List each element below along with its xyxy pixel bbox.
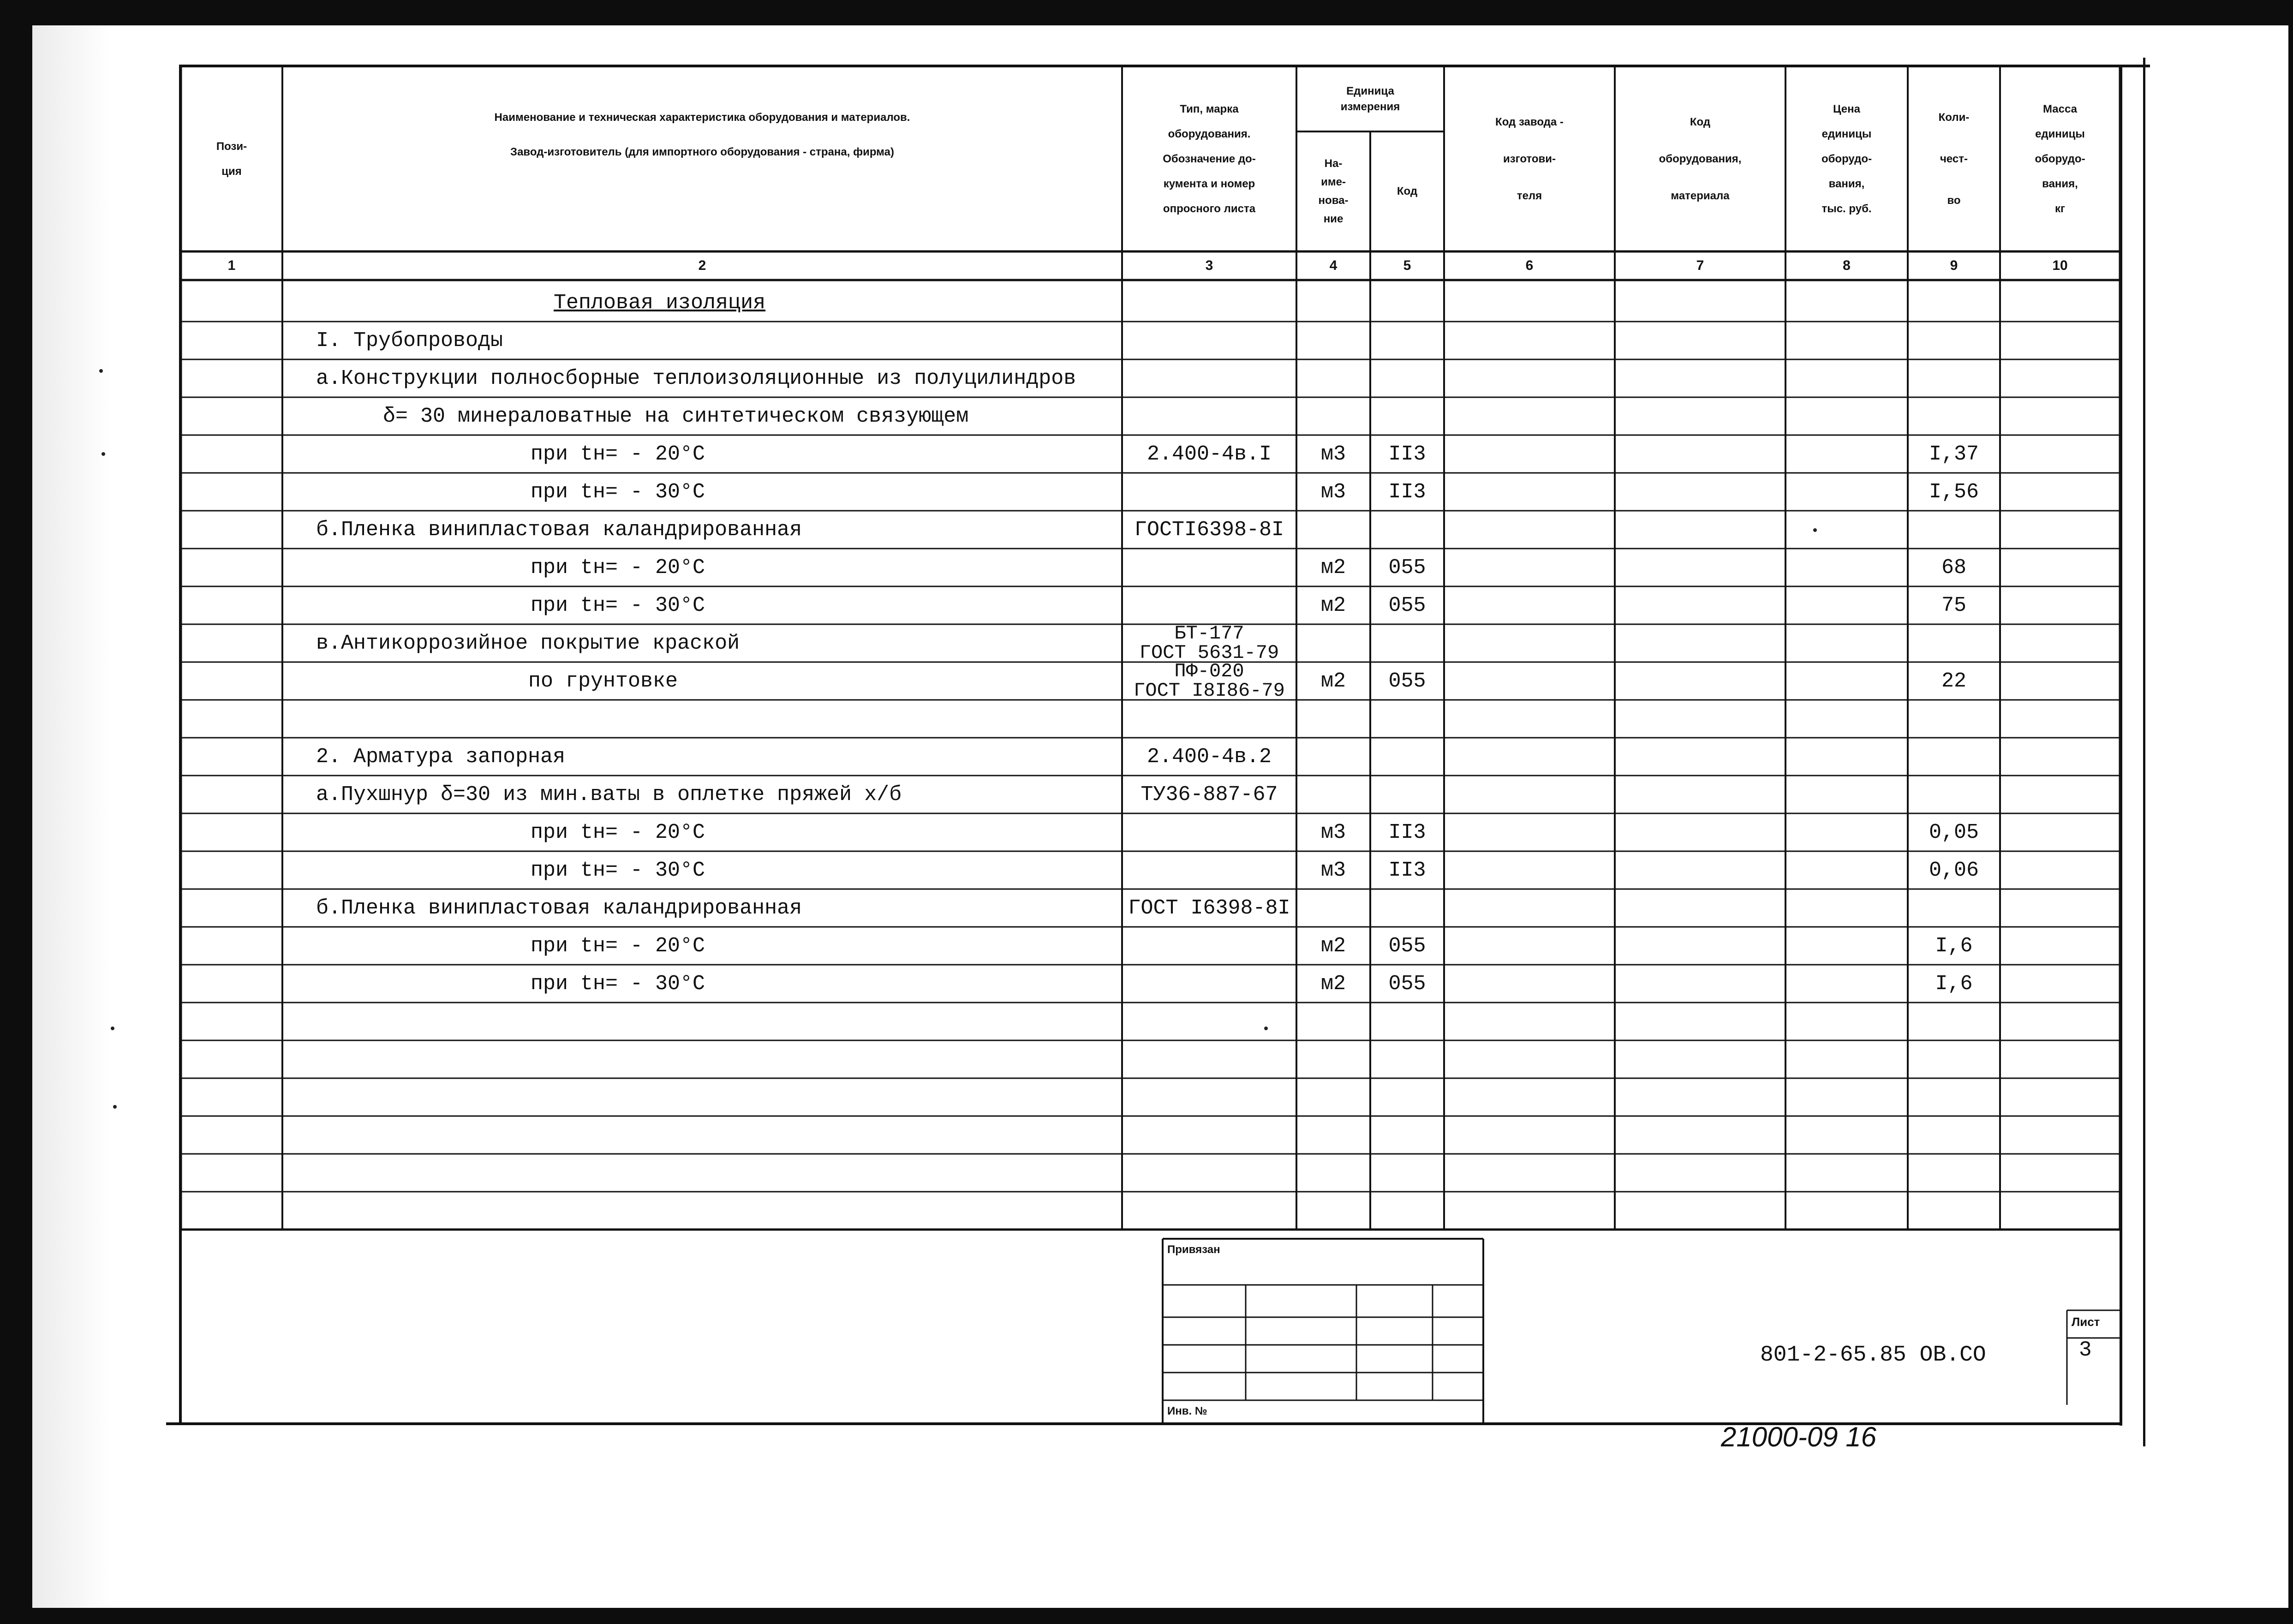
row-desc — [316, 1040, 1117, 1078]
header-type: Тип, марка оборудования. Обозначение до- кумента и номер опросного листа — [1163, 103, 1256, 215]
row-code: 055 — [1388, 593, 1426, 617]
row-unit: м2 — [1320, 934, 1346, 958]
scan-speck — [1813, 528, 1817, 532]
column-number: 9 — [1950, 258, 1958, 273]
row-qty: 22 — [1941, 669, 1966, 693]
row-unit — [1296, 1154, 1370, 1192]
row-type — [1122, 851, 1296, 889]
row-desc: а.Пухшнур δ=30 из мин.ваты в оплетке пряжей х/б — [316, 782, 902, 806]
row-type: 2.400-4в.2 — [1146, 745, 1272, 769]
row-unit — [1296, 624, 1370, 662]
row-desc: б.Пленка винипластовая каландрированная — [316, 896, 802, 920]
row-type — [1122, 549, 1296, 586]
row-desc: по грунтовке — [528, 669, 678, 693]
row-code — [1370, 738, 1444, 776]
row-desc — [316, 700, 1117, 738]
row-unit — [1296, 776, 1370, 813]
row-unit: м2 — [1320, 593, 1346, 617]
row-code — [1370, 1154, 1444, 1192]
row-type — [1122, 1040, 1296, 1078]
row-qty — [1908, 1116, 2000, 1154]
scan-speck — [1264, 1027, 1268, 1030]
row-unit: м3 — [1320, 442, 1346, 466]
row-code: II3 — [1388, 820, 1426, 844]
row-type — [1122, 473, 1296, 511]
row-desc: при tн= - 20°С — [531, 555, 705, 579]
row-desc: а.Конструкции полносборные теплоизоляционные из полуцилиндров — [316, 366, 1076, 390]
row-unit — [1296, 700, 1370, 738]
row-qty — [1908, 1003, 2000, 1040]
header-factory-code: Код завода - изготови- теля — [1495, 116, 1564, 202]
row-qty: 0,06 — [1929, 858, 1979, 882]
sheet-label: Лист — [2072, 1315, 2100, 1329]
row-type — [1122, 1078, 1296, 1116]
row-unit: м3 — [1320, 480, 1346, 504]
row-desc: I. Трубопроводы — [316, 328, 503, 352]
row-code — [1370, 700, 1444, 738]
row-qty: 68 — [1941, 555, 1966, 579]
row-unit: м3 — [1320, 858, 1346, 882]
drawing-sheet — [32, 25, 2288, 1608]
row-desc: при tн= - 20°С — [531, 442, 705, 466]
row-code — [1370, 359, 1444, 397]
row-unit: м2 — [1320, 555, 1346, 579]
row-desc — [316, 1116, 1117, 1154]
row-unit — [1296, 1116, 1370, 1154]
row-qty — [1908, 738, 2000, 776]
row-qty — [1908, 1078, 2000, 1116]
header-position: Пози- ция — [216, 140, 247, 178]
row-qty — [1908, 776, 2000, 813]
scan-speck — [113, 1105, 117, 1109]
row-desc: при tн= - 30°С — [531, 593, 705, 617]
row-type — [1122, 927, 1296, 965]
header-equipment-code: Код оборудования, материала — [1659, 116, 1742, 202]
row-code: II3 — [1388, 442, 1426, 466]
row-qty: I,6 — [1935, 934, 1973, 958]
row-unit — [1296, 1078, 1370, 1116]
row-unit: м2 — [1320, 972, 1346, 996]
row-type — [1122, 397, 1296, 435]
row-type — [1122, 284, 1296, 322]
column-number: 6 — [1525, 258, 1534, 273]
column-number: 3 — [1205, 258, 1213, 273]
row-code — [1370, 624, 1444, 662]
header-unit-group: Единица измерения — [1340, 85, 1400, 113]
row-code — [1370, 1116, 1444, 1154]
row-code — [1370, 1192, 1444, 1230]
row-qty — [1908, 284, 2000, 322]
row-qty — [1908, 1192, 2000, 1230]
row-type: ПФ-020 ГОСТ I8I86-79 — [1134, 660, 1285, 702]
row-code: 055 — [1388, 669, 1426, 693]
row-desc: Тепловая изоляция — [554, 291, 766, 315]
row-type — [1122, 322, 1296, 359]
header-quantity: Коли- чест- во — [1938, 111, 1970, 207]
linked-label: Привязан — [1167, 1243, 1220, 1256]
row-unit — [1296, 1040, 1370, 1078]
row-unit: м2 — [1320, 669, 1346, 693]
row-qty — [1908, 889, 2000, 927]
row-code: II3 — [1388, 480, 1426, 504]
row-code: 055 — [1388, 555, 1426, 579]
row-unit — [1296, 889, 1370, 927]
row-type — [1122, 1116, 1296, 1154]
row-unit — [1296, 1192, 1370, 1230]
row-desc: при tн= - 20°С — [531, 820, 705, 844]
row-qty — [1908, 397, 2000, 435]
row-type — [1122, 965, 1296, 1003]
row-qty: I,37 — [1929, 442, 1979, 466]
column-number: 7 — [1696, 258, 1704, 273]
row-desc: б.Пленка винипластовая каландрированная — [316, 518, 802, 542]
row-qty — [1908, 624, 2000, 662]
row-type: ТУ36-887-67 — [1141, 782, 1278, 806]
row-code — [1370, 889, 1444, 927]
row-type — [1122, 586, 1296, 624]
row-qty — [1908, 322, 2000, 359]
row-desc: при tн= - 30°С — [531, 972, 705, 996]
row-desc — [316, 1192, 1117, 1230]
row-code: 055 — [1388, 972, 1426, 996]
row-type — [1122, 813, 1296, 851]
row-qty — [1908, 359, 2000, 397]
row-qty — [1908, 511, 2000, 549]
header-unit-name: На- име- нова- ние — [1318, 157, 1349, 225]
row-unit — [1296, 397, 1370, 435]
row-qty: 0,05 — [1929, 820, 1979, 844]
header-mass: Масса единицы оборудо- вания, кг — [2035, 103, 2085, 215]
row-code — [1370, 322, 1444, 359]
row-qty: I,56 — [1929, 480, 1979, 504]
row-type — [1122, 1192, 1296, 1230]
row-unit — [1296, 359, 1370, 397]
row-type — [1122, 359, 1296, 397]
row-code — [1370, 776, 1444, 813]
row-qty — [1908, 700, 2000, 738]
column-number: 2 — [698, 258, 706, 273]
column-number: 1 — [227, 258, 236, 273]
row-unit — [1296, 738, 1370, 776]
row-type: ГОСТ I6398-8I — [1128, 896, 1290, 920]
header-unit-code: Код — [1397, 185, 1418, 197]
row-desc: при tн= - 30°С — [531, 480, 705, 504]
row-desc: при tн= - 20°С — [531, 934, 705, 958]
row-desc: в.Антикоррозийное покрытие краской — [316, 631, 740, 655]
header-price: Цена единицы оборудо- вания, тыс. руб. — [1821, 103, 1872, 215]
row-type: БТ-177 ГОСТ 5631-79 — [1139, 622, 1279, 664]
row-code — [1370, 1040, 1444, 1078]
row-type — [1122, 700, 1296, 738]
document-code: 801-2-65.85 ОВ.СО — [1760, 1343, 1986, 1367]
row-code — [1370, 397, 1444, 435]
column-number: 5 — [1403, 258, 1411, 273]
row-type: ГОСТI6398-8I — [1134, 518, 1284, 542]
row-unit — [1296, 322, 1370, 359]
row-unit: м3 — [1320, 820, 1346, 844]
row-desc — [316, 1154, 1117, 1192]
header-description-line2: Завод-изготовитель (для импортного оборудования - страна, фирма) — [510, 146, 894, 158]
row-desc: при tн= - 30°С — [531, 858, 705, 882]
row-type — [1122, 1003, 1296, 1040]
row-unit — [1296, 511, 1370, 549]
sheet-number: 3 — [2079, 1338, 2092, 1362]
row-code — [1370, 1003, 1444, 1040]
row-desc — [316, 1003, 1117, 1040]
column-number: 10 — [2052, 258, 2068, 273]
row-qty: 75 — [1941, 593, 1966, 617]
header-description-line1: Наименование и техническая характеристика оборудования и материалов. — [494, 111, 910, 124]
row-unit — [1296, 284, 1370, 322]
row-desc: δ= 30 минераловатные на синтетическом связующем — [383, 404, 969, 428]
row-type: 2.400-4в.I — [1146, 442, 1272, 466]
column-number: 8 — [1843, 258, 1851, 273]
column-number: 4 — [1329, 258, 1338, 273]
archive-number: 21000-09 16 — [1721, 1421, 1876, 1452]
row-code: II3 — [1388, 858, 1426, 882]
inventory-label: Инв. № — [1167, 1405, 1207, 1417]
row-code — [1370, 1078, 1444, 1116]
row-desc — [316, 1078, 1117, 1116]
scan-speck — [102, 452, 105, 456]
row-code — [1370, 511, 1444, 549]
row-code — [1370, 284, 1444, 322]
row-code: 055 — [1388, 934, 1426, 958]
row-unit — [1296, 1003, 1370, 1040]
row-type — [1122, 1154, 1296, 1192]
row-qty — [1908, 1040, 2000, 1078]
row-desc: 2. Арматура запорная — [316, 745, 566, 769]
scan-speck — [111, 1027, 114, 1030]
row-qty — [1908, 1154, 2000, 1192]
scan-speck — [99, 369, 103, 373]
row-qty: I,6 — [1935, 972, 1973, 996]
